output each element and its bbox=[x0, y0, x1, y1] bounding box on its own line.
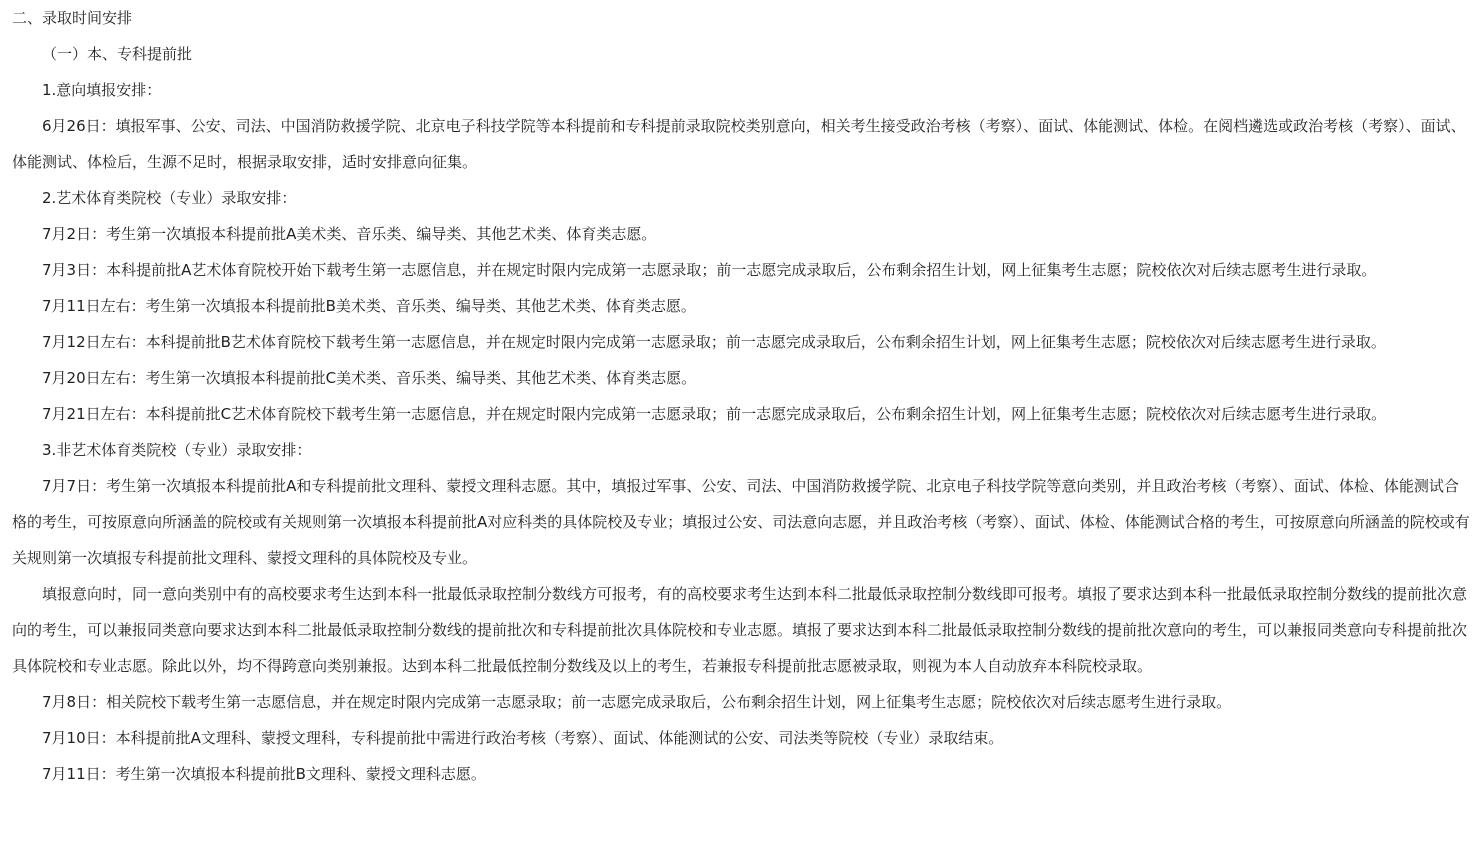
item-heading: 3.非艺术体育类院校（专业）录取安排： bbox=[42, 441, 312, 459]
schedule-paragraph: 6月26日：填报军事、公安、司法、中国消防救援学院、北京电子科技学院等本科提前和专科提前录取院校类别意向，相关考生接受政治考核（考察）、面试、体能测试、体检。在阅档遴选或政治考核（考察）、面试、体能测试、体检后，生源不足时，根据录取安排，适时安排意向征集。 bbox=[12, 117, 1466, 171]
schedule-paragraph: 7月3日：本科提前批A艺术体育院校开始下载考生第一志愿信息，并在规定时限内完成第一志愿录取；前一志愿完成录取后，公布剩余招生计划，网上征集考生志愿；院校依次对后续志愿考生进行录取。 bbox=[42, 261, 1377, 279]
schedule-paragraph: 7月11日：考生第一次填报本科提前批B文理科、蒙授文理科志愿。 bbox=[42, 765, 486, 783]
schedule-paragraph: 7月20日左右：考生第一次填报本科提前批C美术类、音乐类、编导类、其他艺术类、体育类志愿。 bbox=[42, 369, 697, 387]
item-heading: 2.艺术体育类院校（专业）录取安排： bbox=[42, 189, 297, 207]
section-heading: 二、录取时间安排 bbox=[12, 9, 133, 27]
schedule-paragraph: 7月10日：本科提前批A文理科、蒙授文理科，专科提前批中需进行政治考核（考察）、面试、体能测试的公安、司法类等院校（专业）录取结束。 bbox=[42, 729, 1004, 747]
body-paragraph: 填报意向时，同一意向类别中有的高校要求考生达到本科一批最低录取控制分数线方可报考，有的高校要求考生达到本科二批最低录取控制分数线即可报考。填报了要求达到本科一批最低录取控制分数线的提前批次意向的考生，可以兼报同类意向要求达到本科二批最低录取控制分数线的提前批次和专科提前批次具体院校和专业志愿。填报了要求达到本科二批最低录取控制分数线的提前批次意向的考生，可以兼报同类意向专科提前批次具体院校和专业志愿。除此以外，均不得跨意向类别兼报。达到本科二批最低控制分数线及以上的考生，若兼报专科提前批志愿被录取，则视为本人自动放弃本科院校录取。 bbox=[12, 585, 1468, 675]
schedule-paragraph: 7月21日左右：本科提前批C艺术体育院校下载考生第一志愿信息，并在规定时限内完成第一志愿录取；前一志愿完成录取后，公布剩余招生计划，网上征集考生志愿；院校依次对后续志愿考生进行录取。 bbox=[42, 405, 1387, 423]
schedule-paragraph: 7月2日：考生第一次填报本科提前批A美术类、音乐类、编导类、其他艺术类、体育类志愿。 bbox=[42, 225, 657, 243]
schedule-paragraph: 7月8日：相关院校下载考生第一志愿信息，并在规定时限内完成第一志愿录取；前一志愿完成录取后，公布剩余招生计划，网上征集考生志愿；院校依次对后续志愿考生进行录取。 bbox=[42, 693, 1232, 711]
schedule-paragraph: 7月12日左右：本科提前批B艺术体育院校下载考生第一志愿信息，并在规定时限内完成第一志愿录取；前一志愿完成录取后，公布剩余招生计划，网上征集考生志愿；院校依次对后续志愿考生进行录取。 bbox=[42, 333, 1386, 351]
subsection-heading: （一）本、专科提前批 bbox=[42, 45, 193, 63]
schedule-paragraph: 7月11日左右：考生第一次填报本科提前批B美术类、音乐类、编导类、其他艺术类、体育类志愿。 bbox=[42, 297, 696, 315]
document-body bbox=[12, 0, 1470, 792]
schedule-paragraph: 7月7日：考生第一次填报本科提前批A和专科提前批文理科、蒙授文理科志愿。其中，填报过军事、公安、司法、中国消防救援学院、北京电子科技学院等意向类别，并且政治考核（考察）、面试、体检、体能测试合格的考生，可按原意向所涵盖的院校或有关规则第一次填报本科提前批A对应科类的具体院校及专业；填报过公安、司法意向志愿，并且政治考核（考察）、面试、体检、体能测试合格的考生，可按原意向所涵盖的院校或有关规则第一次填报专科提前批文理科、蒙授文理科的具体院校及专业。 bbox=[12, 477, 1470, 567]
item-heading: 1.意向填报安排： bbox=[42, 81, 162, 99]
